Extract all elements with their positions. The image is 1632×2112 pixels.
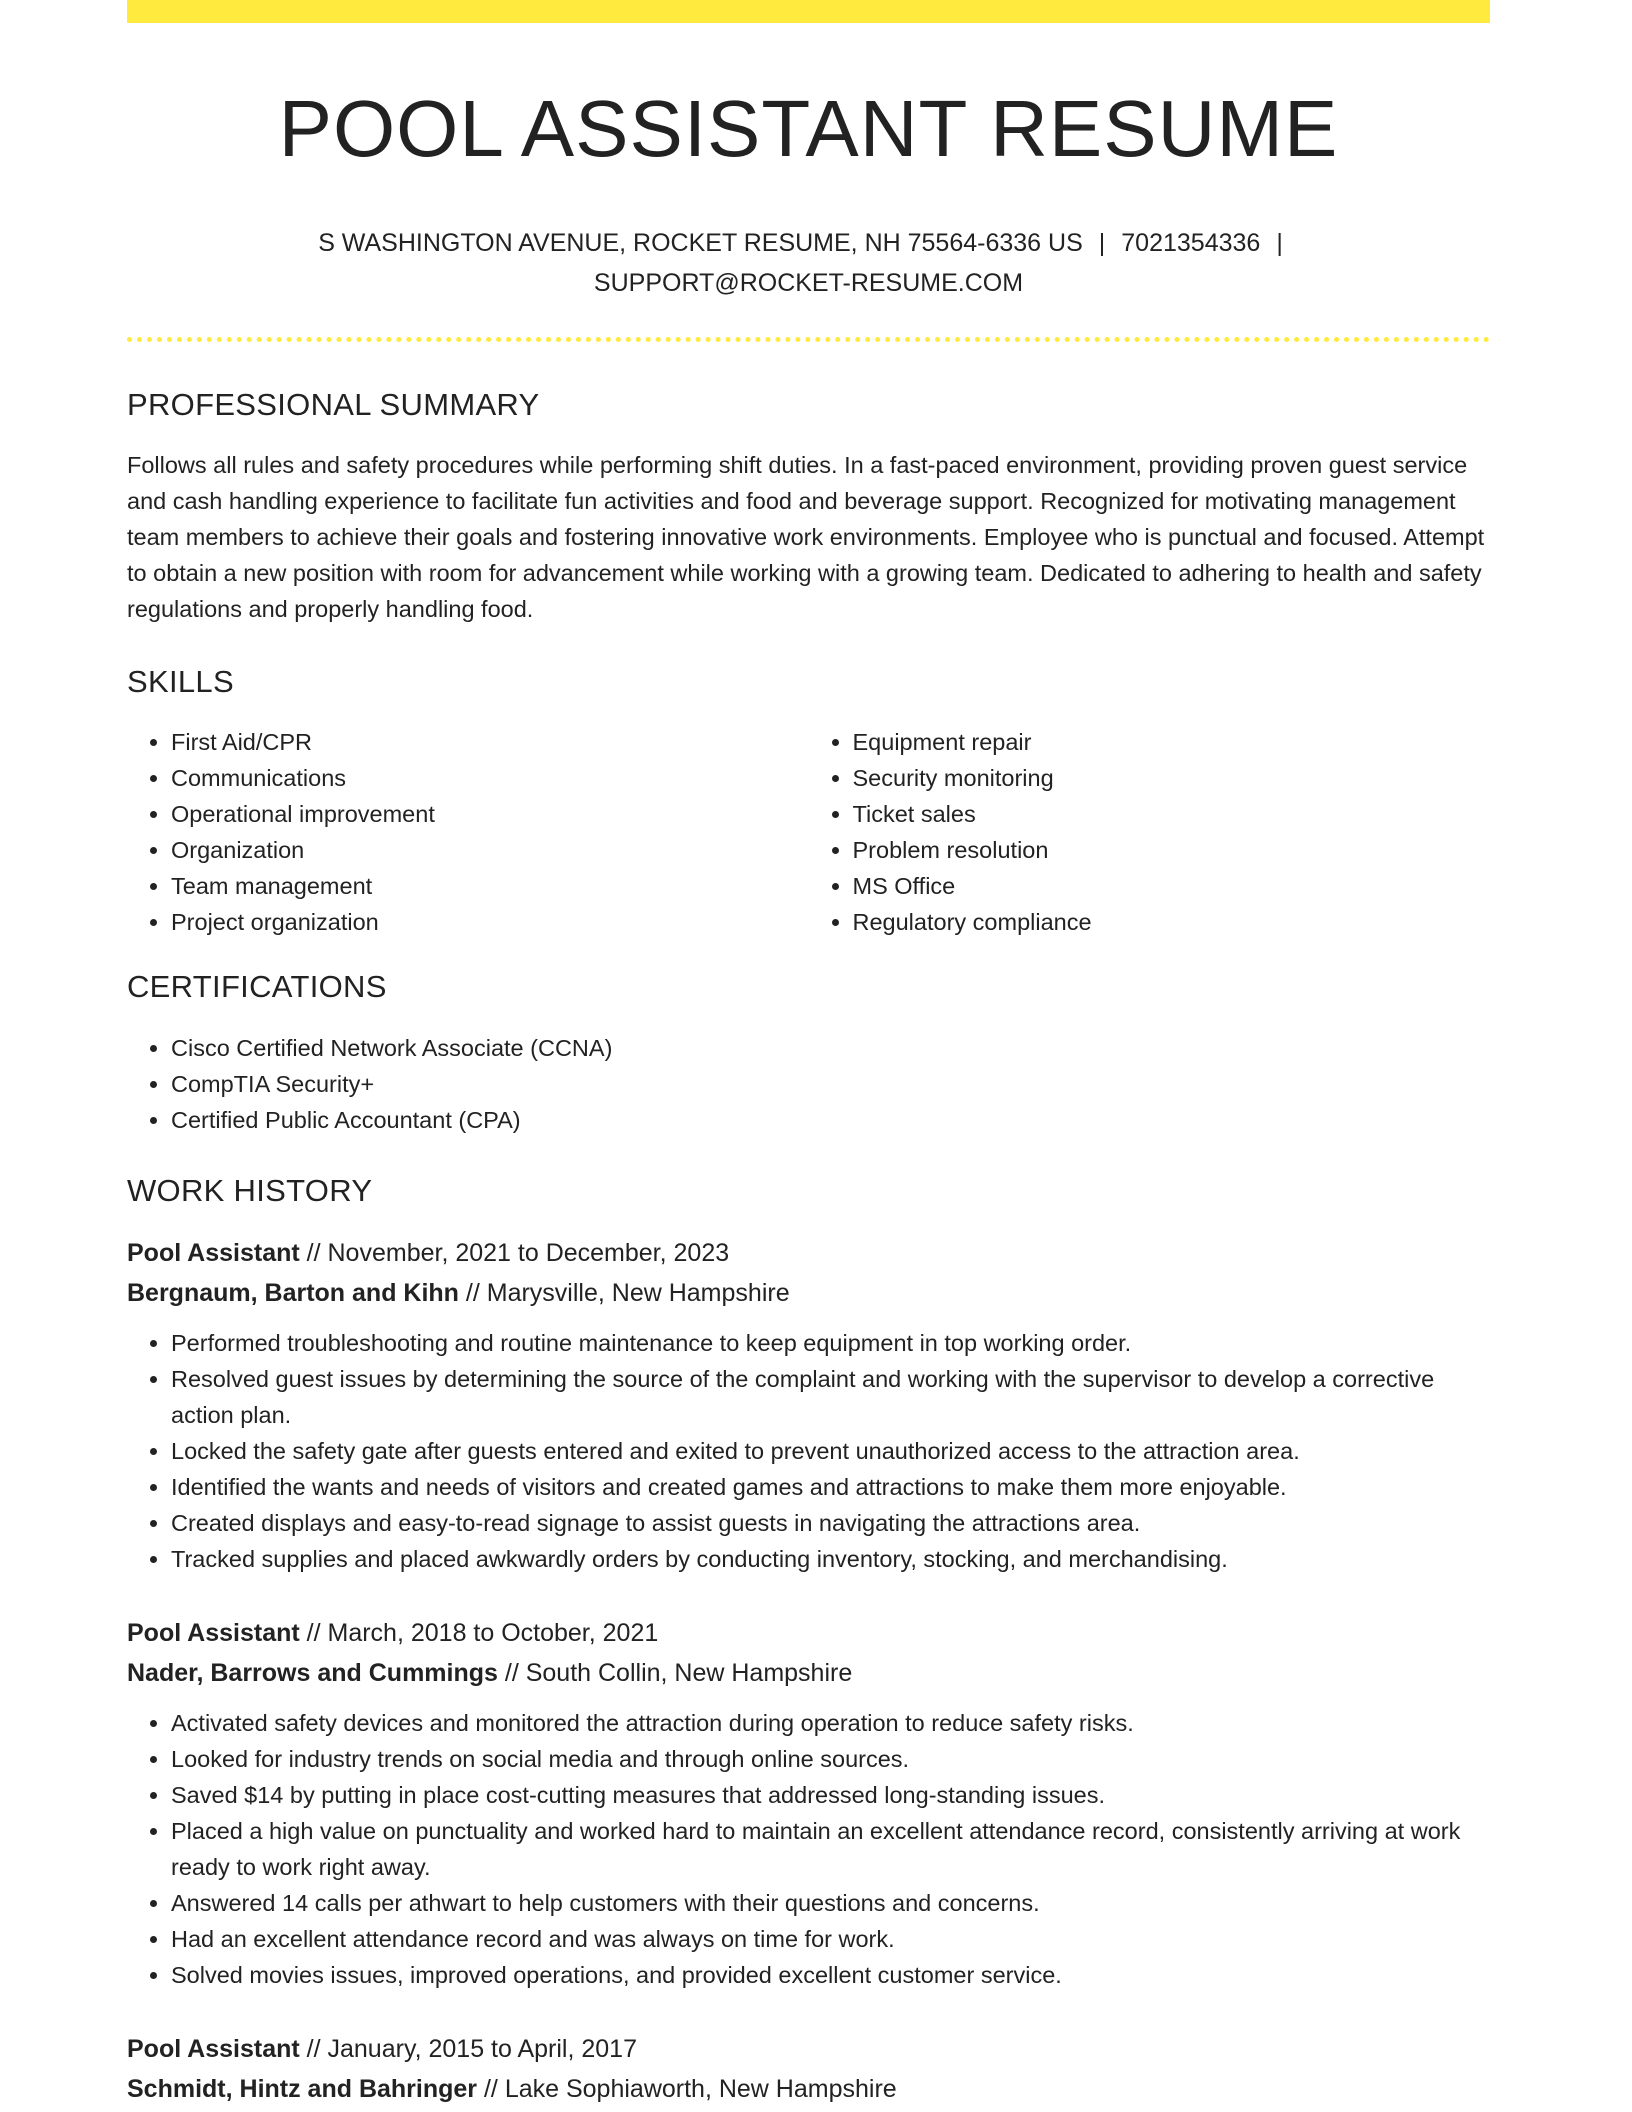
skill-item: • First Aid/CPR <box>171 724 809 760</box>
contact-email[interactable]: SUPPORT@ROCKET-RESUME.COM <box>593 269 1024 297</box>
job-duty: • Performed troubleshooting and routine maintenance to keep equipment in top working order. <box>171 1325 1490 1361</box>
job-location: // Marysville, New Hampshire <box>458 1278 790 1307</box>
job-title-line <box>127 2029 1490 2069</box>
job-duty: • Activated safety devices and monitored the attraction during operation to reduce safety risks. <box>171 1705 1490 1741</box>
job-company-line <box>127 2069 1490 2109</box>
resume-page <box>127 0 1490 2109</box>
job-duty: • Placed a high value on punctuality and worked hard to maintain an excellent attendance record, consistently arriving at work ready to work right away. <box>171 1813 1490 1885</box>
job-duty: • Had an excellent attendance record and was always on time for work. <box>171 1921 1490 1957</box>
summary-heading: PROFESSIONAL SUMMARY <box>127 387 540 422</box>
certification-item: • CompTIA Security+ <box>171 1066 1490 1102</box>
job-duties-list <box>127 1705 1490 1993</box>
skill-item: • Ticket sales <box>853 796 1491 832</box>
job-location: // South Collin, New Hampshire <box>497 1658 853 1687</box>
contact-address: S WASHINGTON AVENUE, ROCKET RESUME, NH 75564-6336 US <box>318 229 1083 257</box>
job-duty: • Looked for industry trends on social media and through online sources. <box>171 1741 1490 1777</box>
skills-columns <box>127 724 1490 940</box>
job-duty: • Saved $14 by putting in place cost-cutting measures that addressed long-standing issues. <box>171 1777 1490 1813</box>
job-company-line <box>127 1653 1490 1693</box>
skill-item: • Equipment repair <box>853 724 1491 760</box>
job-company: Bergnaum, Barton and Kihn <box>127 1278 459 1307</box>
job-dates: // January, 2015 to April, 2017 <box>299 2034 637 2063</box>
job-title: Pool Assistant <box>127 1618 300 1647</box>
job-title: Pool Assistant <box>127 2034 300 2063</box>
skills-left-list <box>127 724 809 940</box>
job-duty: • Identified the wants and needs of visitors and created games and attractions to make them more enjoyable. <box>171 1469 1490 1505</box>
contact-separator: | <box>1276 229 1283 257</box>
skill-item: • Problem resolution <box>853 832 1491 868</box>
job-company: Schmidt, Hintz and Bahringer <box>127 2074 478 2103</box>
skills-heading: SKILLS <box>127 664 234 700</box>
job-duty: • Locked the safety gate after guests entered and exited to prevent unauthorized access to the attraction area. <box>171 1433 1490 1469</box>
skill-item: • MS Office <box>853 868 1491 904</box>
resume-title: POOL ASSISTANT RESUME <box>278 84 1339 173</box>
skill-item: • Communications <box>171 760 809 796</box>
job-entry <box>127 1233 1490 1577</box>
skill-item: • Security monitoring <box>853 760 1491 796</box>
job-title-line <box>127 1613 1490 1653</box>
work-history-section <box>127 1172 1490 2109</box>
skills-right-list <box>809 724 1491 940</box>
certifications-heading: CERTIFICATIONS <box>127 969 387 1005</box>
job-entry <box>127 2029 1490 2109</box>
skill-item: • Operational improvement <box>171 796 809 832</box>
job-entry <box>127 1613 1490 1993</box>
professional-summary-section <box>127 386 1490 627</box>
contact-separator: | <box>1098 229 1106 257</box>
certification-item: • Certified Public Accountant (CPA) <box>171 1102 1490 1138</box>
certifications-list <box>127 1030 1490 1138</box>
job-title: Pool Assistant <box>127 1238 300 1267</box>
job-duty: • Solved movies issues, improved operations, and provided excellent customer service. <box>171 1957 1490 1993</box>
contact-phone: 7021354336 <box>1121 229 1261 257</box>
job-title-line <box>127 1233 1490 1273</box>
skill-item: • Team management <box>171 868 809 904</box>
job-company: Nader, Barrows and Cummings <box>127 1658 498 1687</box>
top-accent-bar <box>127 0 1490 23</box>
skill-item: • Regulatory compliance <box>853 904 1491 940</box>
job-duty: • Resolved guest issues by determining the source of the complaint and working with the supervisor to develop a corrective action plan. <box>171 1361 1490 1433</box>
job-duty: • Tracked supplies and placed awkwardly orders by conducting inventory, stocking, and merchandising. <box>171 1541 1490 1577</box>
summary-text: Follows all rules and safety procedures while performing shift duties. In a fast-paced environment, providing proven guest service and cash handling experience to facilitate fun activities and food and beverage support. Recognized for motivating management team members to achieve their goals and fostering innovative work environments. Employee who is punctual and focused. Attempt to obtain a new position with room for advancement while working with a growing team. Dedicated to adhering to health and safety regulations and properly handling food. <box>127 452 1485 623</box>
certifications-section <box>127 968 1490 1137</box>
job-dates: // November, 2021 to December, 2023 <box>299 1238 730 1267</box>
skills-section <box>127 663 1490 940</box>
skill-item: • Organization <box>171 832 809 868</box>
work-history-heading: WORK HISTORY <box>127 1172 373 1208</box>
job-duties-list <box>127 1325 1490 1577</box>
job-dates: // March, 2018 to October, 2021 <box>299 1618 659 1647</box>
dotted-divider <box>127 337 1490 342</box>
job-company-line <box>127 1273 1490 1313</box>
certification-item: • Cisco Certified Network Associate (CCNA) <box>171 1030 1490 1066</box>
skill-item: • Project organization <box>171 904 809 940</box>
job-location: // Lake Sophiaworth, New Hampshire <box>477 2074 897 2103</box>
job-duty: • Answered 14 calls per athwart to help customers with their questions and concerns. <box>171 1885 1490 1921</box>
job-duty: • Created displays and easy-to-read signage to assist guests in navigating the attractions area. <box>171 1505 1490 1541</box>
contact-info <box>127 223 1490 303</box>
